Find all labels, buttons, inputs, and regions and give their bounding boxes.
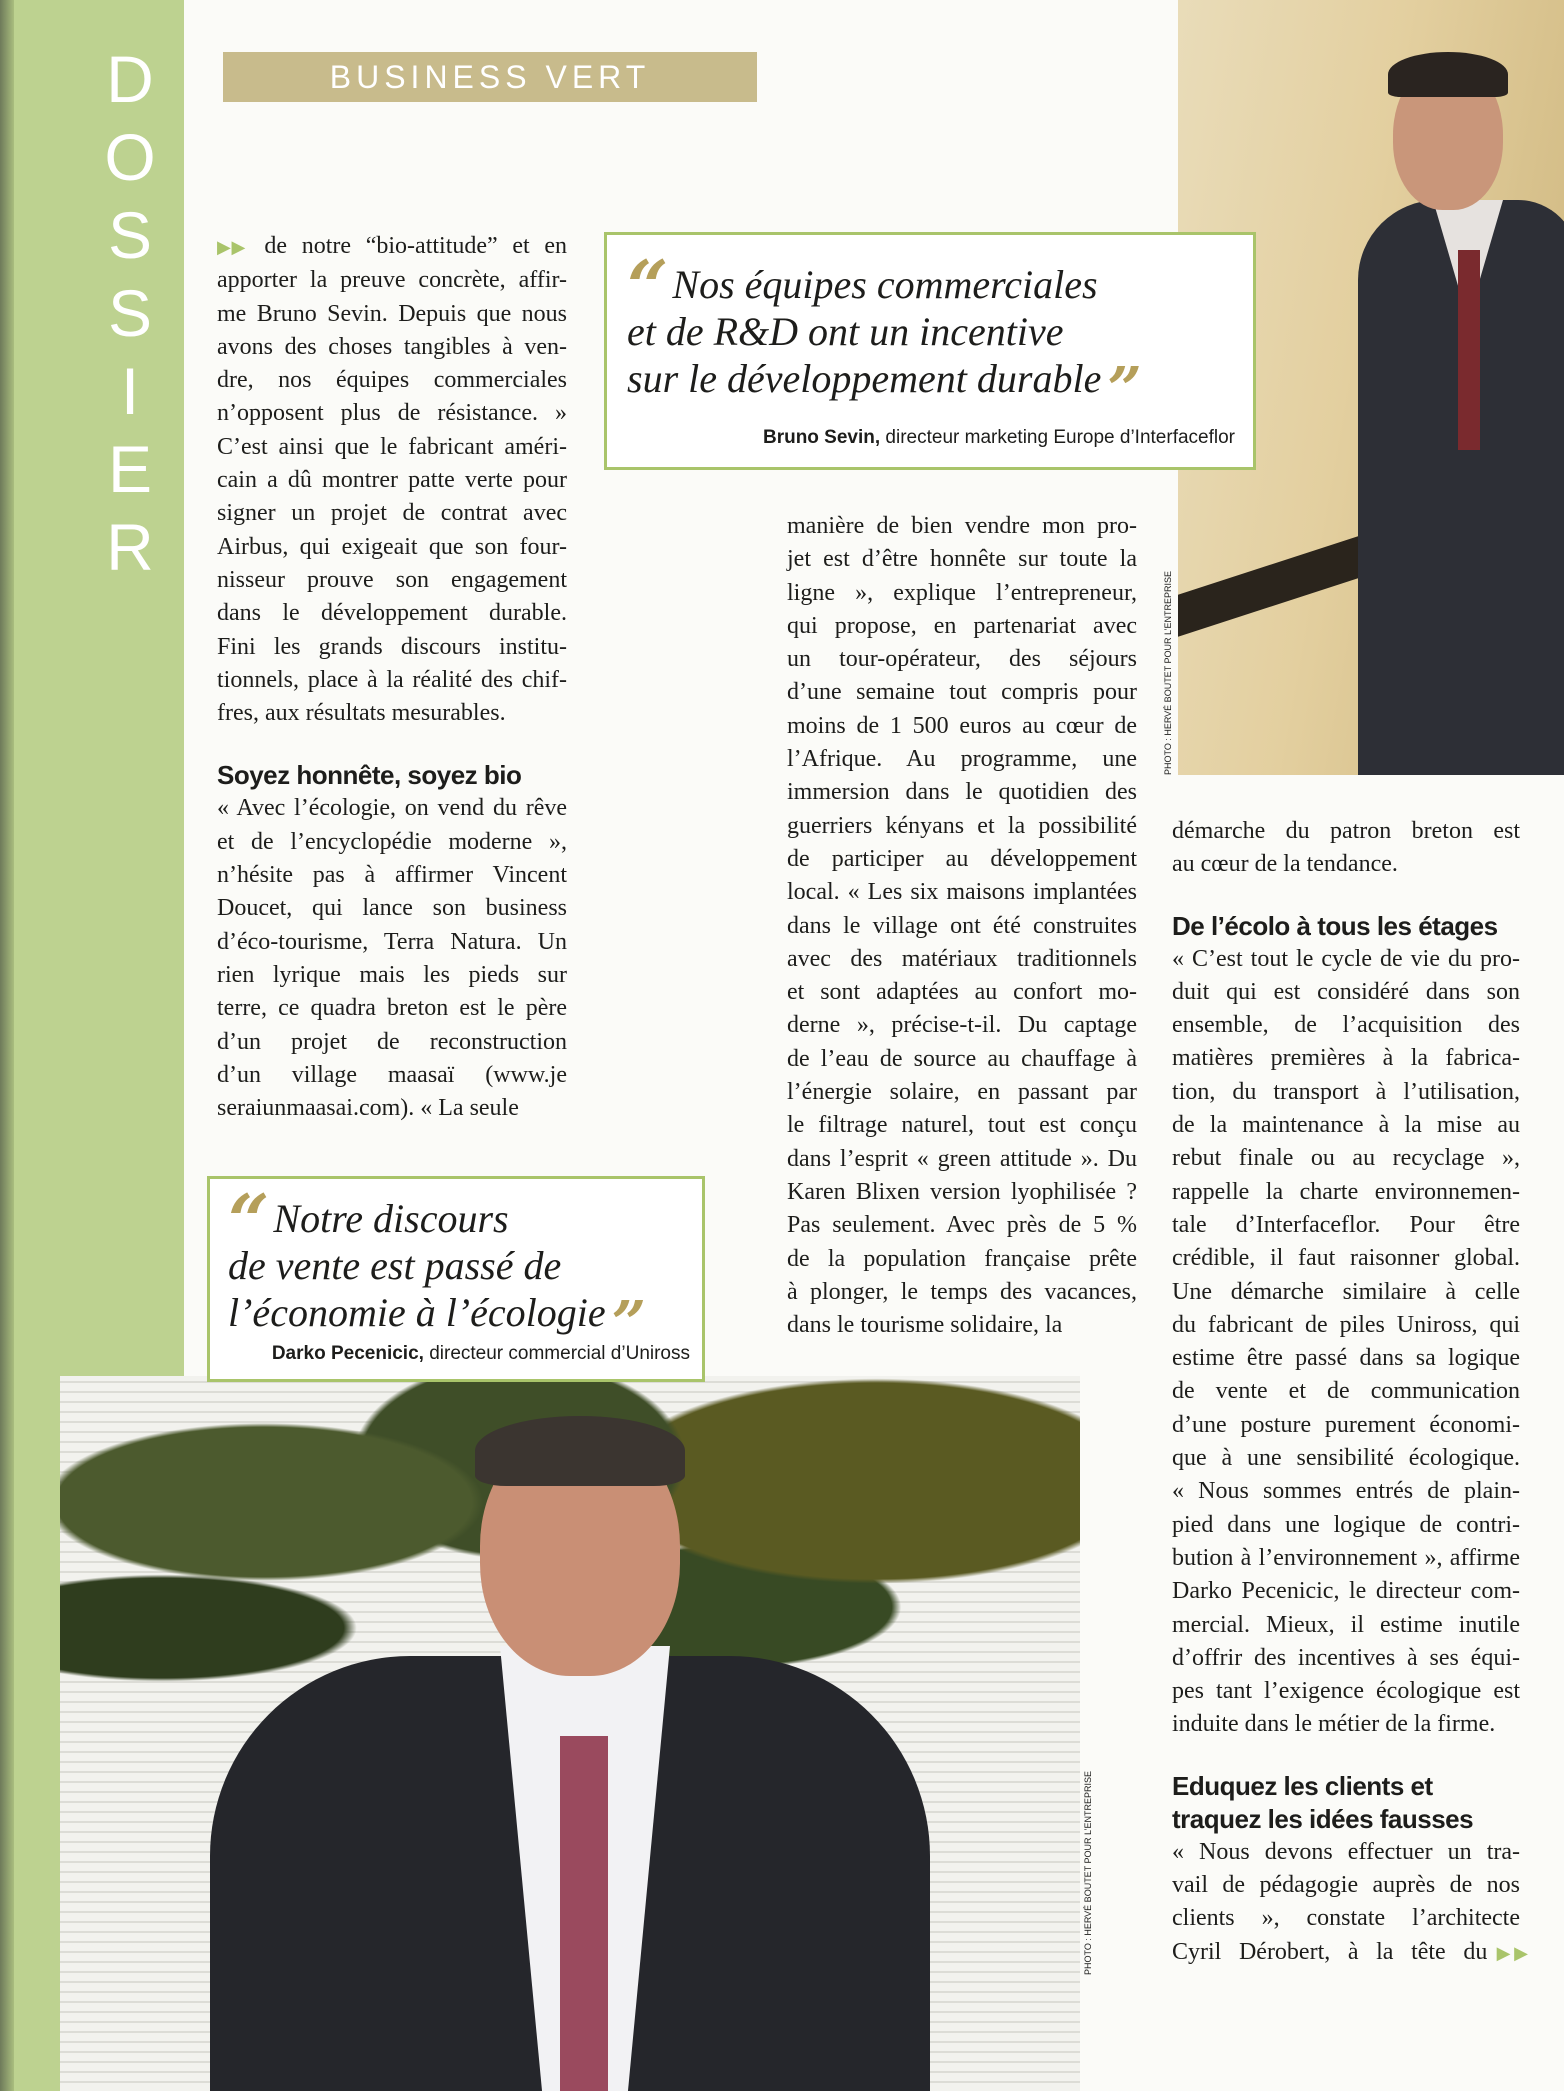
open-quote-icon: “ <box>228 1178 270 1263</box>
text-line: du fabricant de piles Uniross, qui <box>1172 1311 1520 1338</box>
text-line: de participer au développement <box>787 845 1137 872</box>
section-letter: E <box>107 432 153 506</box>
quote-role: directeur marketing Europe d’Interfaceflor <box>880 427 1235 448</box>
text-line: tionnels, place à la réalité des chif- <box>217 666 567 693</box>
text-line: ensemble, de l’acquisition des <box>1172 1012 1520 1039</box>
text-line: induite dans le métier de la firme. <box>1172 1711 1496 1738</box>
subheading: De l’écolo à tous les étages <box>1172 910 1498 941</box>
section-letter: S <box>107 276 153 350</box>
quote-line: de vente est passé de <box>228 1243 562 1288</box>
text-line: nisseur prouve son engagement <box>217 566 567 593</box>
text-line: moins de 1 500 euros au cœur de <box>787 712 1137 739</box>
pull-quote <box>207 1176 705 1382</box>
text-line: Darko Pecenicic, le directeur com- <box>1172 1578 1520 1605</box>
page-edge <box>0 0 14 2091</box>
text-line: terre, ce quadra breton est le père <box>217 995 567 1022</box>
section-letter: D <box>106 42 154 116</box>
text-line: d’une semaine tout compris pour <box>787 679 1137 706</box>
text-line: immersion dans le quotidien des <box>787 779 1137 806</box>
text-line: mercial. Mieux, il estime inutile <box>1172 1611 1520 1638</box>
text-line: de l’eau de source au chauffage à <box>787 1045 1137 1072</box>
close-quote-icon: ” <box>611 1289 647 1359</box>
text-line: l’énergie solaire, en passant par <box>787 1079 1137 1106</box>
text-line: manière de bien vendre mon pro- <box>787 513 1137 539</box>
open-quote-icon: “ <box>627 244 669 329</box>
text-line: avons des choses tangibles à ven- <box>217 333 567 360</box>
text-line: que à une sensibilité écologique. <box>1172 1445 1520 1472</box>
text-line: estime être passé dans sa logique <box>1172 1345 1520 1372</box>
text-line: Fini les grands discours institu- <box>217 633 567 660</box>
text-line: ligne », explique l’entrepreneur, <box>787 579 1137 606</box>
section-letter: R <box>106 510 154 584</box>
text-line: et sont adaptées au confort mo- <box>787 979 1137 1006</box>
quote-text <box>627 244 1237 425</box>
quote-line: “ Nos équipes commerciales <box>627 244 1098 329</box>
text-line: dre, nos équipes commerciales <box>217 367 567 394</box>
text-line: ▶▶ de notre “bio-attitude” et en <box>217 233 567 259</box>
rubric-banner: BUSINESS VERT <box>223 52 757 102</box>
paragraph <box>1172 1836 1520 1970</box>
text-line: d’un projet de reconstruction <box>217 1028 567 1055</box>
column-2 <box>787 510 1137 1342</box>
text-line: me Bruno Sevin. Depuis que nous <box>217 300 567 327</box>
text-line: Cyril Dérobert, à la tête du ▶▶ <box>1172 1938 1520 1965</box>
subheading-line: traquez les idées fausses <box>1172 1803 1474 1834</box>
text-line: signer un projet de contrat avec <box>217 500 567 527</box>
photo-credit: PHOTO : HERVÉ BOUTET POUR L’ENTREPRISE <box>1163 570 1173 775</box>
photo-darko-pecenicic <box>60 1376 1080 2091</box>
text-line: matières premières à la fabrica- <box>1172 1045 1520 1072</box>
paragraph <box>217 230 567 730</box>
pull-quote <box>604 232 1256 470</box>
text-line: l’Afrique. Au programme, une <box>787 746 1137 773</box>
text-line: « Nous devons effectuer un tra- <box>1172 1838 1520 1865</box>
quote-attribution <box>272 1343 690 1365</box>
text-line: dans le village ont été construites <box>787 912 1137 939</box>
text-line: local. « Les six maisons implantées <box>787 879 1137 906</box>
close-quote-icon: ” <box>1107 355 1142 425</box>
text-line: Airbus, qui exigeait que son four- <box>217 533 567 560</box>
quote-attribution <box>763 427 1235 449</box>
text-line: et de l’encyclopédie moderne », <box>217 828 567 855</box>
text-line: dans le tourisme solidaire, la <box>787 1312 1063 1339</box>
quote-line: “ Notre discours <box>228 1178 509 1263</box>
text-line: Doucet, qui lance son business <box>217 895 567 922</box>
quote-line: et de R&D ont un incentive <box>627 309 1064 354</box>
paragraph <box>1172 943 1520 1742</box>
text-line: Une démarche similaire à celle <box>1172 1278 1520 1305</box>
text-line: le filtrage naturel, tout est conçu <box>787 1112 1137 1139</box>
photo-credit: PHOTO : HERVÉ BOUTET POUR L’ENTREPRISE <box>1083 1770 1093 1975</box>
paragraph <box>787 510 1137 1342</box>
text-line: au cœur de la tendance. <box>1172 851 1398 878</box>
text-line: guerriers kényans et la possibilité <box>787 812 1137 839</box>
text-line: dans le développement durable. <box>217 600 567 627</box>
section-label <box>100 40 160 586</box>
text-line: d’éco-tourisme, Terra Natura. Un <box>217 928 567 955</box>
text-line: apporter la preuve concrète, affir- <box>217 267 567 294</box>
text-line: vail de pédagogie auprès de nos <box>1172 1872 1520 1899</box>
quote-line: l’économie à l’écologie ” <box>228 1289 647 1359</box>
text-line: bution à l’environnement », affirme <box>1172 1544 1520 1571</box>
text-line: seraiunmaasai.com). « La seule <box>217 1095 519 1122</box>
column-3 <box>1172 815 1520 1970</box>
text-line: « Nous sommes entrés de plain- <box>1172 1478 1520 1505</box>
paragraph <box>217 792 567 1125</box>
quote-role: directeur commercial d’Uniross <box>423 1343 690 1364</box>
text-line: rappelle la charte environnemen- <box>1172 1178 1520 1205</box>
text-line: rebut finale ou au recyclage », <box>1172 1145 1520 1172</box>
text-line: clients », constate l’architecte <box>1172 1905 1520 1932</box>
text-line: n’opposent plus de résistance. » <box>217 400 567 427</box>
text-line: crédible, il faut raisonner global. <box>1172 1245 1520 1272</box>
text-line: d’un village maasaï (www.je <box>217 1061 567 1088</box>
column-1 <box>217 230 567 1125</box>
text-line: duit qui est considéré dans son <box>1172 978 1520 1005</box>
text-line: Pas seulement. Avec près de 5 % <box>787 1212 1137 1239</box>
double-chevron-right-icon: ▶▶ <box>1487 1942 1520 1964</box>
text-line: C’est ainsi que le fabricant améri- <box>217 433 567 460</box>
quote-author: Darko Pecenicic, <box>271 1343 424 1364</box>
text-line: « Avec l’écologie, on vend du rêve <box>217 795 567 822</box>
text-line: de vente et de communication <box>1172 1378 1520 1405</box>
text-line: d’une posture purement économi- <box>1172 1411 1520 1438</box>
text-line: de la population française prête <box>787 1245 1137 1272</box>
double-chevron-right-icon: ▶▶ <box>217 237 253 258</box>
subheading: Soyez honnête, soyez bio <box>217 760 522 791</box>
text-line: un tour-opérateur, des séjours <box>787 646 1137 673</box>
text-line: rien lyrique mais les pieds sur <box>217 961 567 988</box>
text-line: qui propose, en partenariat avec <box>787 612 1137 639</box>
text-line: pied dans une logique de contri- <box>1172 1511 1520 1538</box>
quote-author: Bruno Sevin, <box>762 427 881 448</box>
quote-line: sur le développement durable ” <box>627 355 1142 425</box>
text-line: avec des matériaux traditionnels <box>787 945 1137 972</box>
text-line: d’offrir des incentives à ses équi- <box>1172 1644 1520 1671</box>
subheading <box>1172 1770 1520 1836</box>
section-letter: O <box>104 120 156 194</box>
text-line: de la maintenance à la mise au <box>1172 1112 1520 1139</box>
text-line: tion, du transport à l’utilisation, <box>1172 1078 1520 1105</box>
text-line: n’hésite pas à affirmer Vincent <box>217 862 567 889</box>
text-line: démarche du patron breton est <box>1172 818 1520 844</box>
text-line: derne », précise-t-il. Du captage <box>787 1012 1137 1039</box>
text-line: tale d’Interfaceflor. Pour être <box>1172 1211 1520 1238</box>
text-line: jet est d’être honnête sur toute la <box>787 546 1137 573</box>
text-line: cain a dû montrer patte verte pour <box>217 467 567 494</box>
text-line: Karen Blixen version lyophilisée ? <box>787 1178 1137 1205</box>
text-line: pes tant l’exigence écologique est <box>1172 1678 1520 1705</box>
text-line: à plonger, le temps des vacances, <box>787 1278 1137 1305</box>
text-line: fres, aux résultats mesurables. <box>217 700 506 727</box>
text-line: dans l’esprit « green attitude ». Du <box>787 1145 1137 1172</box>
text-line: « C’est tout le cycle de vie du pro- <box>1172 945 1520 972</box>
section-letter: I <box>120 354 140 428</box>
section-letter: S <box>107 198 153 272</box>
paragraph <box>1172 815 1520 882</box>
subheading-line: Eduquez les clients et <box>1172 1770 1433 1801</box>
